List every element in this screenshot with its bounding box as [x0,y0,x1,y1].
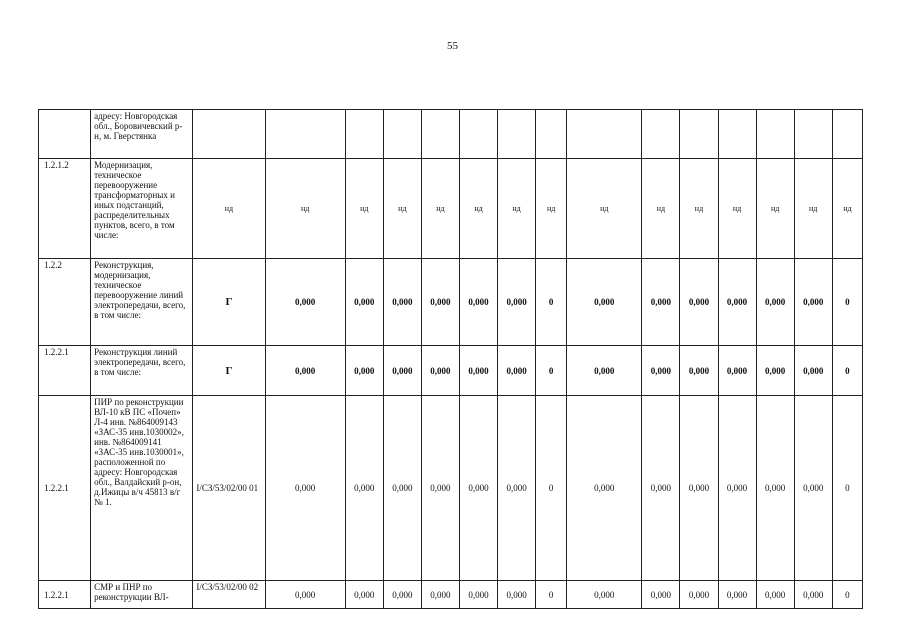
value-cell: 0,000 [794,396,832,581]
value-cell: нд [832,159,862,259]
value-cell: 0 [536,396,567,581]
value-cell [345,110,383,159]
table-row [39,396,863,581]
value-cell [832,110,862,159]
value-cell: 0,000 [718,396,756,581]
value-cell [421,110,459,159]
row-name: Модернизация, техническое перевооружение трансформаторных и иных подстанций, распределительных пунктов, всего, в том числе: [91,159,193,259]
value-cell: 0,000 [421,259,459,346]
row-code [193,110,265,159]
value-cell [642,110,680,159]
row-code: Г [193,259,265,346]
value-cell: нд [794,159,832,259]
row-name: ПИР по реконструкции ВЛ-10 кВ ПС «Почеп» Л-4 инв. №864009143 «ЗАС-35 инв.1030002», инв. №864009141 «ЗАС-35 инв.1030001», расположенной по адресу: Новгородская обл., Валдайский р-он, д.Ижицы в/ч 45813 в/г № 1. [91,396,193,581]
row-number: 1.2.2.1 [39,346,91,396]
row-code: I/СЗ/53/02/00 01 [193,396,265,581]
value-cell: 0,000 [642,346,680,396]
value-cell: 0 [832,581,862,609]
investment-table [38,109,863,609]
value-cell: нд [718,159,756,259]
table-row [39,159,863,259]
value-cell: 0,000 [421,581,459,609]
value-cell: нд [459,159,497,259]
table-row [39,581,863,609]
value-cell: 0,000 [265,396,345,581]
value-cell: 0,000 [642,396,680,581]
value-cell: 0,000 [498,396,536,581]
value-cell: 0,000 [642,259,680,346]
value-cell: 0,000 [718,346,756,396]
value-cell: 0,000 [756,581,794,609]
value-cell: 0,000 [265,259,345,346]
value-cell: 0,000 [794,346,832,396]
value-cell [794,110,832,159]
value-cell [718,110,756,159]
table-row [39,110,863,159]
value-cell: 0,000 [383,581,421,609]
row-number: 1.2.2 [39,259,91,346]
value-cell: 0,000 [680,581,718,609]
row-number: 1.2.2.1 [39,581,91,609]
value-cell: 0,000 [459,396,497,581]
value-cell: 0,000 [756,346,794,396]
value-cell: 0,000 [567,346,642,396]
value-cell: 0,000 [567,396,642,581]
row-name: СМР и ПНР по реконструкции ВЛ- [91,581,193,609]
value-cell: 0,000 [421,396,459,581]
row-name: Реконструкция, модернизация, техническое перевооружение линий электропередачи, всего, в том числе: [91,259,193,346]
value-cell: нд [498,159,536,259]
value-cell: 0,000 [265,346,345,396]
value-cell [680,110,718,159]
value-cell: 0,000 [383,259,421,346]
value-cell: 0,000 [498,259,536,346]
value-cell: 0 [536,581,567,609]
value-cell: 0,000 [345,581,383,609]
value-cell: нд [756,159,794,259]
value-cell: нд [383,159,421,259]
value-cell: 0,000 [498,346,536,396]
row-code: Г [193,346,265,396]
value-cell [498,110,536,159]
value-cell: 0,000 [680,346,718,396]
value-cell: 0,000 [383,346,421,396]
value-cell: 0 [832,259,862,346]
value-cell [756,110,794,159]
row-code: I/СЗ/53/02/00 02 [193,581,265,609]
value-cell: 0,000 [345,396,383,581]
value-cell [536,110,567,159]
table-row [39,259,863,346]
value-cell: 0 [536,346,567,396]
row-name: Реконструкция линий электропередачи, всего, в том числе: [91,346,193,396]
value-cell: 0,000 [459,346,497,396]
value-cell: 0,000 [459,259,497,346]
value-cell [265,110,345,159]
value-cell: 0,000 [794,259,832,346]
value-cell: 0,000 [345,346,383,396]
value-cell: 0,000 [345,259,383,346]
value-cell: нд [421,159,459,259]
table-row [39,346,863,396]
value-cell: 0 [832,346,862,396]
value-cell: 0,000 [756,396,794,581]
value-cell: 0,000 [421,346,459,396]
row-number [39,110,91,159]
value-cell: 0,000 [383,396,421,581]
value-cell: 0,000 [567,581,642,609]
value-cell: 0 [536,259,567,346]
value-cell: 0 [832,396,862,581]
value-cell: нд [680,159,718,259]
page-number: 55 [447,40,458,52]
value-cell: 0,000 [567,259,642,346]
value-cell: 0,000 [718,581,756,609]
value-cell: 0,000 [756,259,794,346]
value-cell: нд [642,159,680,259]
value-cell: 0,000 [459,581,497,609]
value-cell: нд [345,159,383,259]
value-cell: 0,000 [680,259,718,346]
value-cell: 0,000 [642,581,680,609]
value-cell: нд [265,159,345,259]
row-code: нд [193,159,265,259]
value-cell: 0,000 [265,581,345,609]
value-cell [567,110,642,159]
value-cell [383,110,421,159]
value-cell: 0,000 [794,581,832,609]
value-cell [459,110,497,159]
value-cell: 0,000 [680,396,718,581]
row-number: 1.2.2.1 [39,396,91,581]
value-cell: 0,000 [718,259,756,346]
row-name: адресу: Новгородская обл., Боровичевский р-н, м. Гверстянка [91,110,193,159]
value-cell: нд [567,159,642,259]
value-cell: 0,000 [498,581,536,609]
row-number: 1.2.1.2 [39,159,91,259]
value-cell: нд [536,159,567,259]
